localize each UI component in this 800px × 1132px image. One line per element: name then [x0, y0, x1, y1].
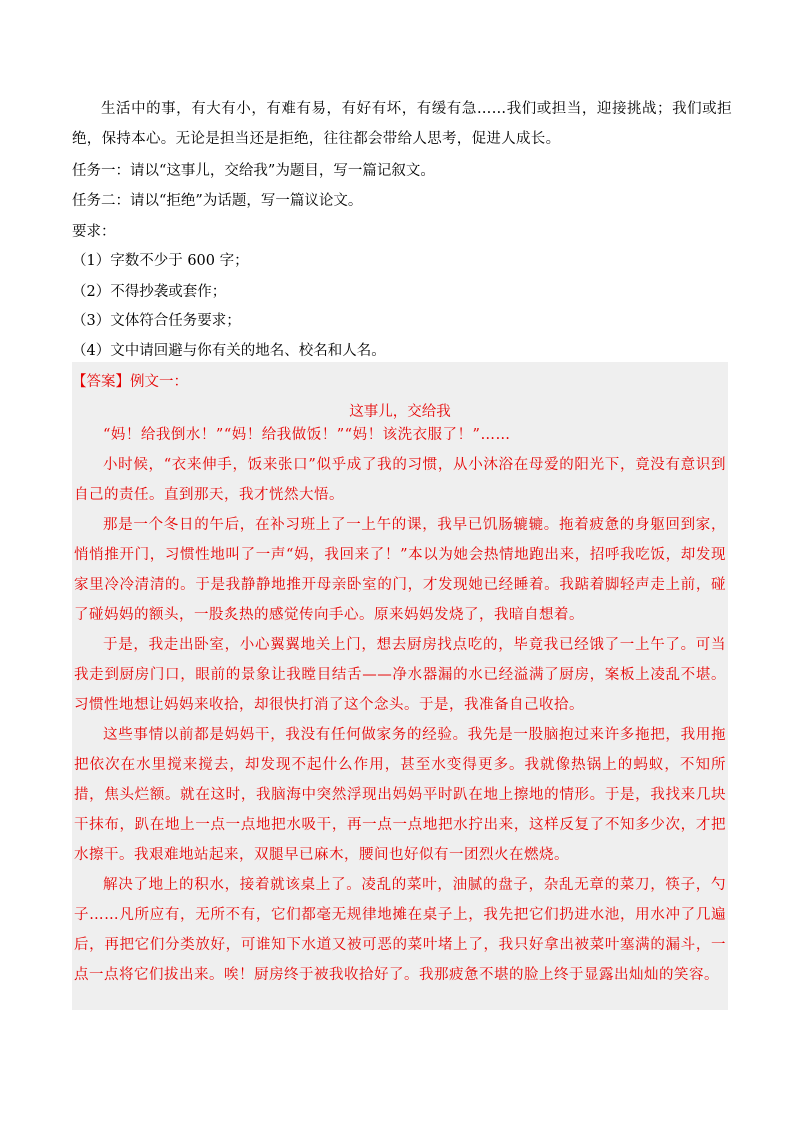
requirement-item: （4）文中请回避与你有关的地名、校名和人名。 [72, 343, 386, 359]
answer-heading [72, 370, 188, 391]
prompt-intro-text: 生活中的事，有大有小，有难有易，有好有坏，有缓有急……我们或担当，迎接挑战；我们或拒绝，保持本心。无论是担当还是拒绝，往往都会带给人思考，促进人成长。 [72, 101, 732, 147]
essay-title: 这事儿，交给我 [349, 404, 451, 420]
task-two: 任务二：请以“拒绝”为话题，写一篇议论文。 [72, 193, 363, 209]
requirement-item: （2）不得抄袭或套作； [72, 284, 227, 300]
essay-paragraph: 解决了地上的积水，接着就该桌上了。凌乱的菜叶，油腻的盘子，杂乱无章的菜刀，筷子，勺子……凡所应有，无所不有，它们都毫无规律地摊在桌子上，我先把它们扔进水池，用水冲了几遍后，再把它们分类放好，可谁知下水道又被可恶的菜叶堵上了，我只好拿出被菜叶塞满的漏斗，一点一点将它们拔出来。唉！厨房终于被我收拾好了。我那疲惫不堪的脸上终于显露出灿灿的笑容。 [74, 877, 726, 983]
task-one: 任务一：请以“这事儿，交给我”为题目，写一篇记叙文。 [72, 163, 435, 179]
requirement-item: （3）文体符合任务要求； [72, 313, 241, 329]
essay-paragraph: 这些事情以前都是妈妈干，我没有任何做家务的经验。我先是一股脑抱过来许多拖把，我用拖把依次在水里搅来搅去，却发现不起什么作用，甚至水变得更多。我就像热锅上的蚂蚁，不知所措，焦头烂额。就在这时，我脑海中突然浮现出妈妈平时趴在地上擦地的情形。于是，我找来几块干抹布，趴在地上一点一点地把水吸干，再一点一点地把水拧出来，这样反复了不知多少次，才把水擦干。我艰难地站起来，双腿早已麻木，腰间也好似有一团烈火在燃烧。 [74, 727, 726, 863]
answer-tag: 【答案】 [72, 374, 130, 390]
prompt-intro [72, 94, 732, 154]
essay-body [74, 420, 726, 990]
essay-paragraph: 于是，我走出卧室，小心翼翼地关上门，想去厨房找点吃的，毕竟我已经饿了一上午了。可当我走到厨房门口，眼前的景象让我瞠目结舌——净水器漏的水已经溢满了厨房，案板上凌乱不堪。习惯性地想让妈妈来收拾，却很快打消了这个念头。于是，我准备自己收拾。 [74, 637, 726, 713]
essay-paragraph: “妈！给我倒水！”“妈！给我做饭！”“妈！该洗衣服了！”…… [103, 427, 511, 443]
essay-paragraph: 那是一个冬日的午后，在补习班上了一上午的课，我早已饥肠辘辘。拖着疲惫的身躯回到家，悄悄推开门，习惯性地叫了一声“妈，我回来了！”本以为她会热情地跑出来，招呼我吃饭，却发现家里冷冷清清的。于是我静静地推开母亲卧室的门，才发现她已经睡着。我踮着脚轻声走上前，碰了碰妈妈的额头，一股炙热的感觉传向手心。原来妈妈发烧了，我暗自想着。 [74, 517, 726, 623]
requirements-label: 要求： [72, 224, 116, 240]
requirement-item: （1）字数不少于 600 字； [72, 253, 249, 269]
essay-paragraph: 小时候，“衣来伸手，饭来张口”似乎成了我的习惯，从小沐浴在母爱的阳光下，竟没有意识到自己的责任。直到那天，我才恍然大悟。 [74, 457, 726, 503]
answer-label: 例文一： [130, 374, 188, 390]
